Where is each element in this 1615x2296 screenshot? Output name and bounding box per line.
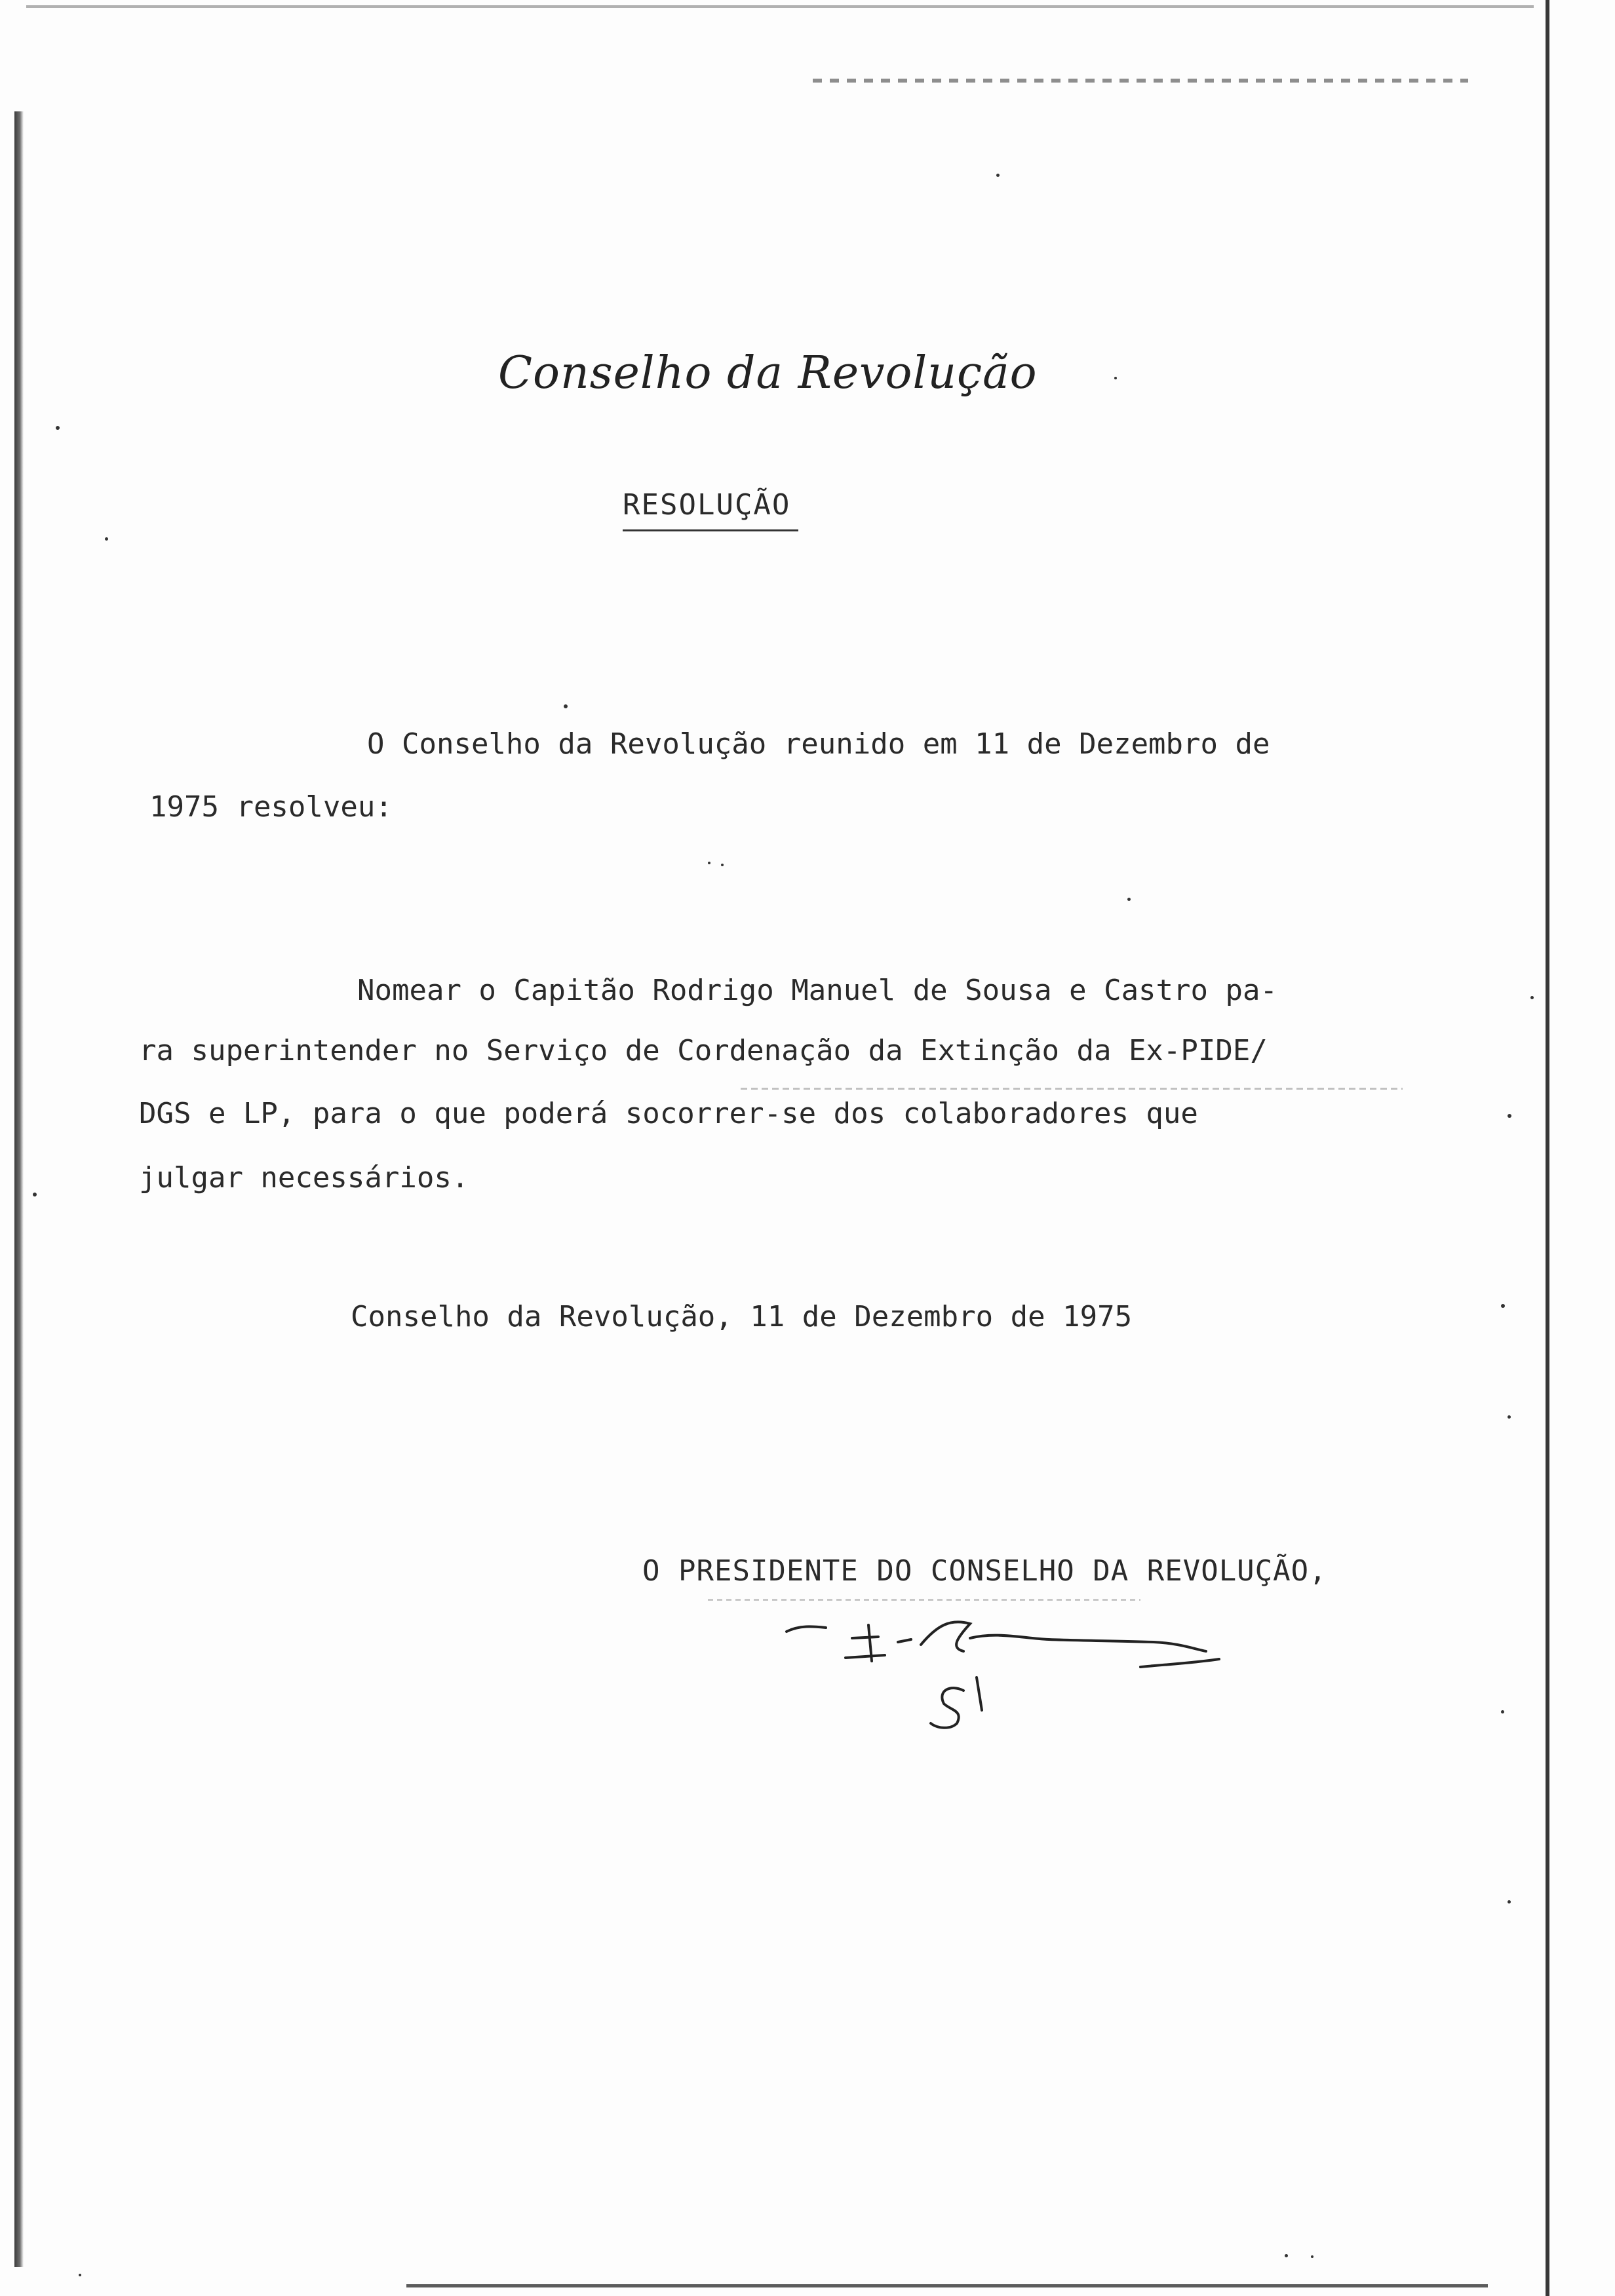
document-heading: RESOLUÇÃO — [623, 488, 791, 522]
scan-artifact-bottom — [406, 2284, 1488, 2287]
paragraph-2-line-2: ra superintender no Serviço de Cordenação da Extinção da Ex-PIDE/ — [139, 1034, 1268, 1067]
scan-artifact-left-edge — [14, 111, 24, 2267]
handwritten-signature — [773, 1612, 1272, 1743]
paragraph-1-line-2: 1975 resolveu: — [149, 790, 393, 824]
pencil-underline — [741, 1088, 1403, 1090]
scan-artifact-right-edge — [1546, 0, 1549, 2296]
paragraph-1-line-1: O Conselho da Revolução reunido em 11 de Dezembro de — [367, 727, 1270, 761]
letterhead: Conselho da Revolução — [498, 347, 1038, 399]
signer-underline — [708, 1599, 1140, 1601]
dateline: Conselho da Revolução, 11 de Dezembro de 1975 — [351, 1300, 1133, 1333]
paragraph-2-line-1: Nomear o Capitão Rodrigo Manuel de Sousa e Castro pa- — [357, 974, 1277, 1007]
scan-artifact-top — [26, 5, 1534, 8]
paragraph-2-line-4: julgar necessários. — [139, 1161, 469, 1195]
heading-underline — [623, 529, 798, 531]
signer-title: O PRESIDENTE DO CONSELHO DA REVOLUÇÃO, — [642, 1554, 1327, 1588]
paragraph-2-line-3: DGS e LP, para o que poderá socorrer-se dos colaboradores que — [139, 1097, 1198, 1130]
scan-artifact-top-dashes — [813, 79, 1468, 83]
